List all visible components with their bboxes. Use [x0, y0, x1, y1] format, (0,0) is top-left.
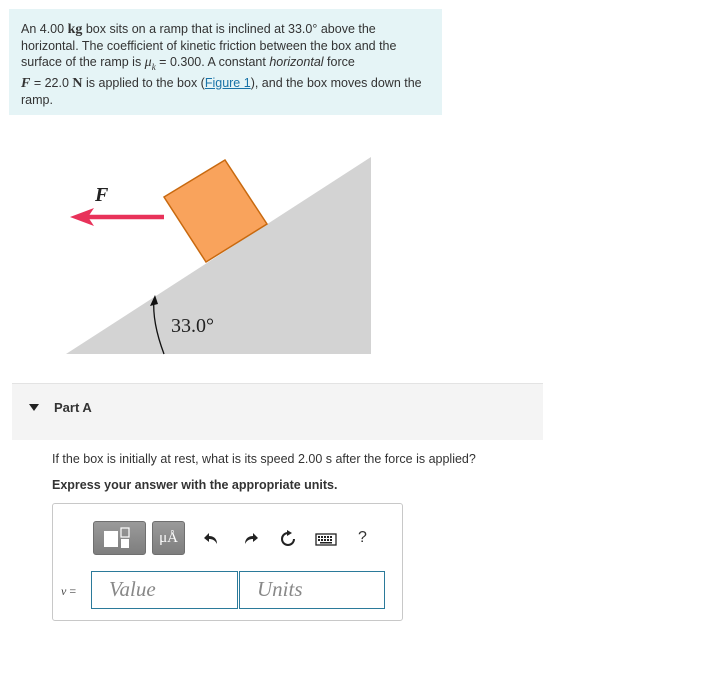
mu-letter: μ	[144, 55, 152, 70]
symbols-button[interactable]: μÅ	[152, 521, 185, 555]
templates-icon	[94, 522, 145, 554]
answer-panel	[52, 503, 403, 621]
problem-statement	[9, 9, 442, 115]
problem-text: = 0.300. A constant	[155, 55, 270, 69]
figure-link[interactable]: Figure 1	[204, 75, 251, 90]
problem-text: box sits on a ramp that is inclined at 33.0° above the horizontal. The coefficient of kinetic friction between the box and the surface of the ramp is	[21, 22, 397, 69]
reset-icon[interactable]	[279, 530, 297, 548]
mu-symbol	[145, 55, 156, 70]
help-button[interactable]: ?	[358, 529, 367, 546]
instruction-text: Express your answer with the appropriate units.	[52, 478, 338, 492]
unit-newton: N	[72, 75, 83, 91]
units-input[interactable]: Units	[239, 571, 385, 609]
equals-sign: =	[66, 584, 77, 598]
variable-symbol: v	[61, 584, 67, 598]
unit-kg: kg	[67, 22, 83, 37]
problem-text: force	[323, 55, 355, 69]
problem-text: ), and the box moves down the ramp.	[21, 75, 422, 107]
undo-icon[interactable]	[203, 530, 221, 548]
force-label: F	[95, 184, 109, 206]
problem-text: = 22.0	[30, 75, 73, 90]
mu-subscript: k	[151, 61, 156, 72]
angle-label: 33.0°	[171, 315, 214, 337]
ramp-figure	[60, 150, 380, 360]
problem-text: is applied to the box (	[82, 75, 205, 90]
problem-text: An 4.00	[21, 22, 68, 36]
problem-emphasis: horizontal	[269, 55, 324, 69]
force-symbol: F	[21, 75, 31, 91]
collapse-arrow-icon[interactable]	[29, 404, 39, 411]
redo-icon[interactable]	[241, 530, 259, 548]
keyboard-icon[interactable]	[315, 530, 337, 548]
templates-button[interactable]	[93, 521, 146, 555]
question-text: If the box is initially at rest, what is its speed 2.00 s after the force is applied?	[52, 452, 476, 466]
value-input[interactable]: Value	[91, 571, 238, 609]
variable-label	[61, 584, 76, 599]
part-a-header[interactable]	[12, 383, 543, 440]
part-title: Part A	[54, 400, 92, 415]
